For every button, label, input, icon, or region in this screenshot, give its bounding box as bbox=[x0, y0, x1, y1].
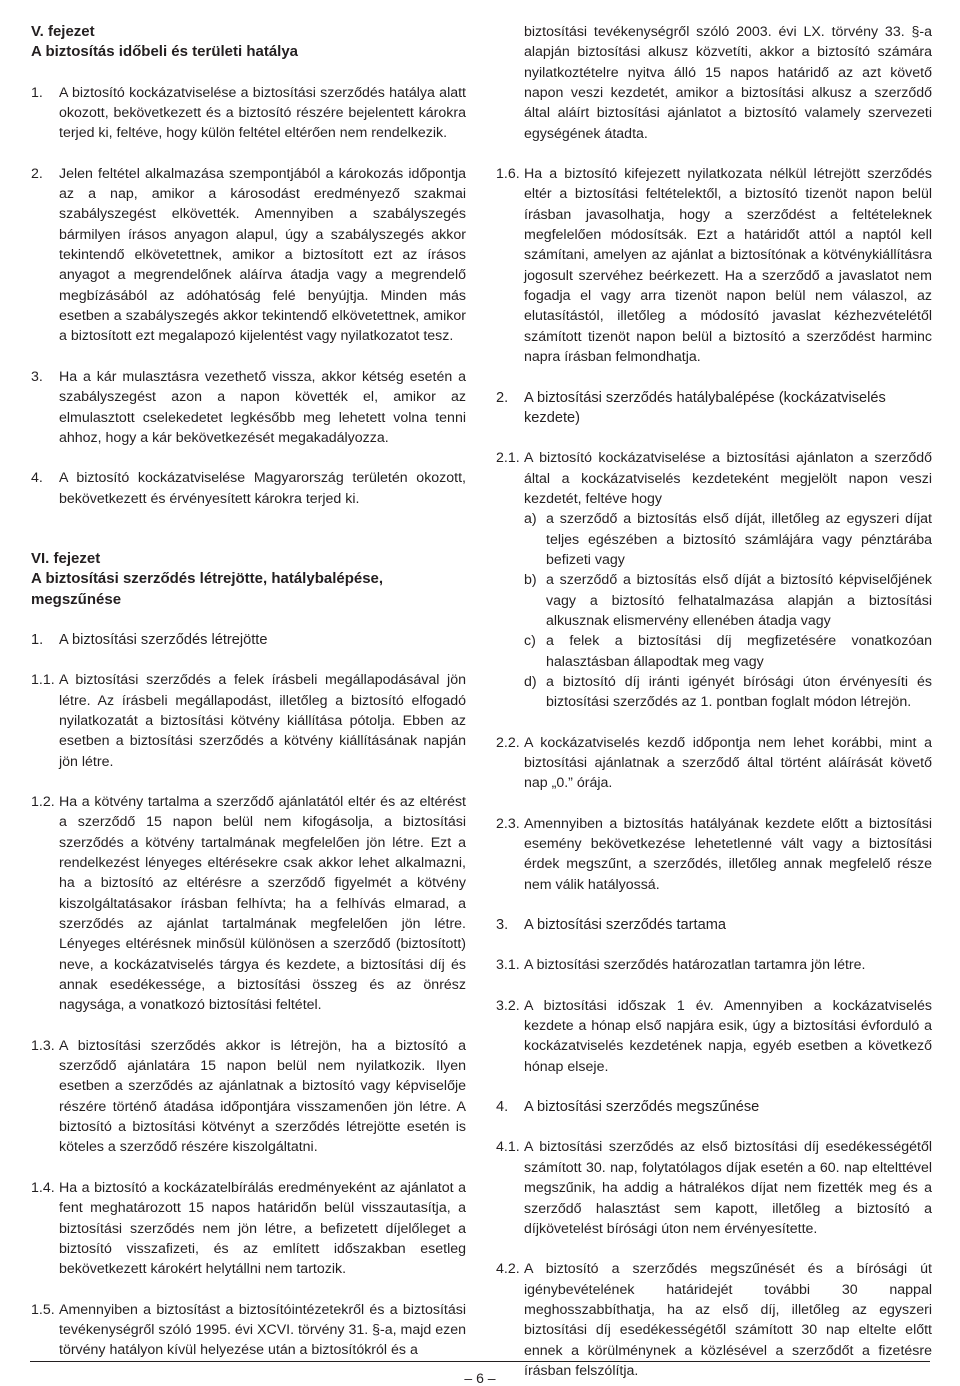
clause-text: A biztosító kockázatviselése a biztosítási szerződés hatálya alatt okozott, bekövetkezett és a biztosító részére bejelentett károkra terjed ki, feltéve, hogy külön feltétel eltérően nem rendelkezik. bbox=[59, 84, 466, 142]
clause-text: biztosítási tevékenységről szóló 2003. évi LX. törvény 33. §-a alapján biztosítási alkusz közvetíti, akkor a biztosító számára nyilatkoztételre nyitva álló 15 napos határidő az azt követő napon veszi kezdetét, amikor a biztosítási alkusz a szerződő által aláírt biztosítási ajánlatot a biztosító valamely szervezeti egységének átadta. bbox=[524, 24, 932, 142]
section-title: A biztosítási szerződés megszűnése bbox=[524, 1099, 760, 1116]
section-4-heading bbox=[496, 1097, 932, 1117]
clause-text: Ha a biztosító kifejezett nyilatkozata nélkül létrejött szerződés eltér a biztosítási feltételektől, a biztosító tizenöt napon belül írásban javasolhatja, hogy a szerződést a feltételeknek megfelelően módosítsák. Ezt a határidőt attól a naptól kell számítani, amelyen az ajánlat a biztosítónak a kötvénykiállításra jogosult szervéhez beérkezett. Ha a szerződő a javaslatot nem fogadja el vagy arra tizenöt napon belül nem válaszol, az elutasítástól, illetőleg a módosító javaslat kézhezvételétől számított tizenöt napon belül a biztosító a szerződést harminc napra írásban felmondhatja. bbox=[524, 166, 932, 366]
clause-1-5 bbox=[31, 1300, 466, 1361]
clause-number: 1.4. bbox=[31, 1179, 55, 1196]
clause-number: 4.1. bbox=[496, 1139, 520, 1156]
clause-number: 1.6. bbox=[496, 166, 520, 183]
condition-letter: c) bbox=[524, 633, 536, 650]
clause-text: A biztosítási szerződés akkor is létrejön, ha a biztosító a szerződő ajánlatára 15 napon belül nem nyilatkozik. Ilyen esetben a szerződés az ajánlatnak a biztosító vagy képviselője részére történő átadása időpontjára visszamenően jön létre. A biztosító a biztosítási kötvényt a szerződés létrejötte esetén is köteles a szerződő részére kiszolgáltatni. bbox=[59, 1037, 466, 1156]
clause-number: 4. bbox=[31, 470, 43, 487]
clause-1-6 bbox=[496, 164, 932, 367]
section-number: 4. bbox=[496, 1099, 509, 1116]
clause-text: A biztosítási időszak 1 év. Amennyiben a kockázatviselés kezdete a hónap első napjára esik, úgy a biztosítási évforduló a kockázatviselés kezdetének napja, egyéb esetben a következő hónap elseje. bbox=[524, 997, 932, 1075]
chapter-5-title: A biztosítás időbeli és területi hatálya bbox=[31, 43, 299, 61]
clause-number: 1. bbox=[31, 84, 43, 101]
section-number: 1. bbox=[31, 631, 44, 648]
condition-a bbox=[524, 509, 932, 570]
chapter-5-label: V. fejezet bbox=[31, 23, 95, 40]
condition-c bbox=[524, 631, 932, 672]
clause-text: A biztosítási szerződés határozatlan tartamra jön létre. bbox=[524, 957, 866, 974]
clause-text: Ha a kár mulasztásra vezethető vissza, akkor kétség esetén a szabályszegést azon a napon követték el, amikor az elmulasztott cselekedetet legkésőbb meg lehetett volna tenni ahhoz, hogy a kár bekövetkezését megakadályozza. bbox=[59, 368, 466, 446]
section-title: A biztosítási szerződés létrejötte bbox=[59, 631, 268, 648]
clause-5-2 bbox=[31, 164, 466, 347]
condition-letter: a) bbox=[524, 511, 537, 528]
clause-text: Jelen feltétel alkalmazása szempontjából a károkozás időpontja az a nap, amikor a károsodást eredményező szakmai szabályszegést elkövették. Amennyiben a szabályszegés bármilyen írásos anyagon alapul, úgy a szabályszegés akkor tekintendő elkövetettnek, amikor a biztosított ezt az írásos anyagot a megrendelőnek aláírva átadja vagy a megrendelő megbízásából az adóhatóság felé benyújtja. Minden más esetben a szabályszegés akkor tekintendő elkövetettnek, amikor a biztosított ezt megalapozó kijelentést vagy nyilatkozatot tesz. bbox=[59, 165, 466, 345]
clause-1-3 bbox=[31, 1036, 466, 1158]
clause-text: Amennyiben a biztosítást a biztosítóintézetekről és a biztosítási tevékenységről szóló 1995. évi XCVI. törvény 31. §-a, majd ezen törvény hatályon kívül helyezése után a biztosítókról és a bbox=[59, 1301, 466, 1359]
clause-number: 3.2. bbox=[496, 997, 520, 1014]
clause-number: 1.5. bbox=[31, 1301, 55, 1318]
clause-number: 4.2. bbox=[496, 1261, 520, 1278]
section-title: A biztosítási szerződés hatálybalépése (kockázatviselés kezdete) bbox=[524, 389, 886, 426]
section-number: 2. bbox=[496, 389, 509, 406]
clause-3-2 bbox=[496, 996, 932, 1077]
page-number: – 6 – bbox=[464, 1370, 496, 1386]
clause-text: A biztosítási szerződés az első biztosítási díj esedékességétől számított 30. nap, folytatólagos díjak esetén a 60. nap eltelttével megszűnik, ha addig a hátralékos díjat nem fizették meg és a szerződő halasztást sem kapott, illetőleg a biztosító a díjkövetelést bírósági úton nem érvényesítette. bbox=[524, 1139, 932, 1237]
clause-text: Ha a kötvény tartalma a szerződő ajánlatától eltér és az eltérést a szerződő 15 napon belül nem kifogásolja, a biztosítási szerződés a kötvény tartalmának megfelelően jön létre. Ezt a rendelkezést lényeges eltérésekre csak akkor lehet alkalmazni, ha a biztosító az eltérésre a szerződő figyelmét a kötvény kiszolgáltatásakor írásban felhívta; ha a felhívás elmarad, a szerződés az ajánlat tartalmának megfelelően jön létre. Lényeges eltérésnek minősül különösen a szerződő (biztosított) neve, a kockázatviselés tárgya és kezdete, a biztosítási díj és annak esedékessége, a biztosítási összeg és az önrész nagysága, a vonatkozó biztosítási feltétel. bbox=[59, 793, 466, 1014]
clause-2-3 bbox=[496, 814, 932, 895]
condition-list bbox=[524, 509, 932, 712]
condition-text: a biztosító díj iránti igényét bírósági úton érvényesíti és biztosítási szerződés az 1. pontban foglalt módon létrejön. bbox=[546, 673, 932, 711]
condition-text: a szerződő a biztosítás első díját a biztosító képviselőjének vagy a biztosító felhatalmazása alapján a biztosítási alkusznak elismervény ellenében átadja vagy bbox=[546, 572, 932, 629]
clause-1-4 bbox=[31, 1178, 466, 1280]
condition-text: a szerződő a biztosítás első díját, illetőleg az egyszeri díjat teljes egészében a biztosító számlájára vagy pénztárába befizeti vagy bbox=[546, 511, 932, 568]
clause-3-1 bbox=[496, 955, 932, 975]
section-3-heading bbox=[496, 915, 932, 935]
condition-b bbox=[524, 570, 932, 631]
clause-number: 2. bbox=[31, 165, 43, 182]
clause-5-1 bbox=[31, 83, 466, 144]
clause-number: 1.3. bbox=[31, 1037, 55, 1054]
clause-2-2 bbox=[496, 733, 932, 794]
clause-number: 3. bbox=[31, 368, 43, 385]
clause-number: 1.1. bbox=[31, 672, 55, 689]
footer-divider bbox=[30, 1361, 930, 1362]
clause-text: A biztosító kockázatviselése a biztosítási ajánlaton a szerződő által a kockázatviselés kezdeteként megjelölt napon veszi kezdetét, feltéve hogy bbox=[524, 450, 932, 507]
chapter-6-label: VI. fejezet bbox=[31, 549, 101, 567]
clause-1-2 bbox=[31, 792, 466, 1016]
left-column bbox=[31, 22, 466, 1361]
clause-2-1 bbox=[496, 448, 932, 712]
clause-5-3 bbox=[31, 367, 466, 448]
clause-text: Ha a biztosító a kockázatelbírálás eredményeként az ajánlatot a fent meghatározott 15 napos határidőn belül visszautasítja, a biztosítási szerződés nem jön létre, a befizetett díjelőleget a biztosító visszafizeti, és az említett időszakban esetleg bekövetkezett károkért helytállni nem tartozik. bbox=[59, 1179, 466, 1278]
condition-text: a felek a biztosítási díj megfizetésére vonatkozóan halasztásban állapodtak meg vagy bbox=[546, 633, 932, 670]
clause-text: Amennyiben a biztosítás hatályának kezdete előtt a biztosítási esemény bekövetkezése lehetetlenné vált vagy a biztosítási érdek megszűnt, a szerződés, illetőleg annak megfelelő része nem válik hatályossá. bbox=[524, 815, 932, 893]
clause-5-4 bbox=[31, 468, 466, 509]
section-title: A biztosítási szerződés tartama bbox=[524, 917, 726, 934]
section-number: 3. bbox=[496, 917, 509, 934]
clause-text: A biztosító kockázatviselése Magyarország területén okozott, bekövetkezett és érvényesített károkra terjed ki. bbox=[59, 470, 466, 507]
clause-text: A kockázatviselés kezdő időpontja nem lehet korábbi, mint a biztosítási ajánlatnak a szerződő által történt aláírását követő nap „0.” órája. bbox=[524, 734, 932, 792]
condition-letter: b) bbox=[524, 572, 537, 589]
chapter-6-title: A biztosítási szerződés létrejötte, hatálybalépése, megszűnése bbox=[31, 570, 384, 608]
clause-number: 1.2. bbox=[31, 793, 55, 810]
condition-d bbox=[524, 672, 932, 713]
clause-number: 2.1. bbox=[496, 450, 520, 467]
clause-text: A biztosító a szerződés megszűnését és a bírósági út igénybevételének határidejét további 30 nappal meghosszabbíthatja, ha az első díj, illetőleg az egyszeri biztosítási díj esedékességétől számított 30 nap eltelte előtt ennek a körülménynek a közlésével a szerződőt a fizetésre írásban felszólítja. bbox=[524, 1261, 932, 1379]
section-2-heading bbox=[496, 388, 932, 429]
condition-letter: d) bbox=[524, 673, 537, 690]
right-column bbox=[496, 22, 932, 1381]
clause-number: 3.1. bbox=[496, 957, 520, 974]
clause-number: 2.2. bbox=[496, 734, 520, 751]
clause-number: 2.3. bbox=[496, 815, 520, 832]
section-1-heading bbox=[31, 630, 466, 650]
clause-4-1 bbox=[496, 1137, 932, 1239]
clause-1-5-continued bbox=[496, 22, 932, 144]
clause-4-2 bbox=[496, 1259, 932, 1381]
clause-text: A biztosítási szerződés a felek írásbeli megállapodásával jön létre. Az írásbeli megállapodást, illetőleg a biztosító elfogadó nyilatkozatát a biztosítási kötvény kiállítása pótolja. Ebben az esetben a biztosítási szerződés a kötvény kiállításának napján jön létre. bbox=[59, 672, 466, 770]
clause-1-1 bbox=[31, 670, 466, 772]
